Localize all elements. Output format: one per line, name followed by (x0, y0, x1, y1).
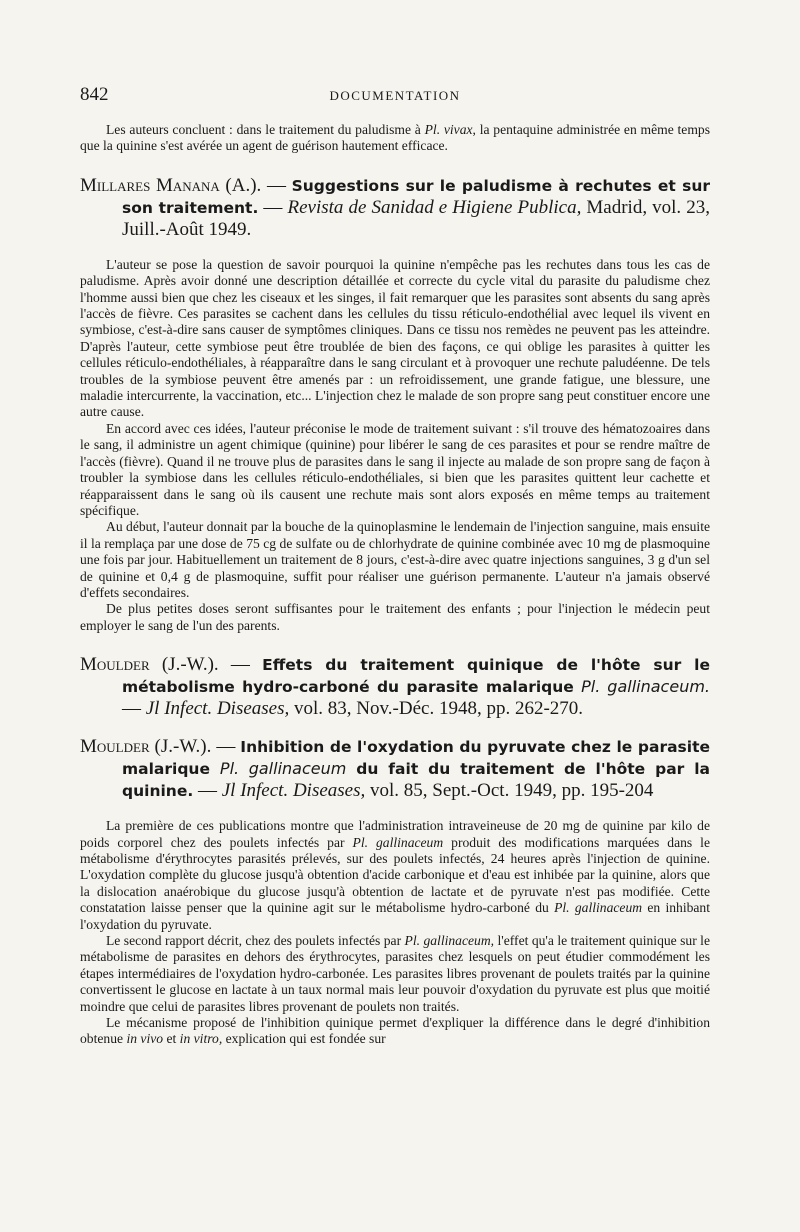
italic-text: Pl. gallinaceum (219, 759, 347, 779)
text-run: explication qui est fondée sur (222, 1031, 386, 1047)
italic-text: Pl. gallinaceum. (581, 677, 710, 697)
body-paragraph (80, 421, 710, 519)
text-run: produit des modifications marquées dans le métabolisme d'érythrocytes parasités prélevés, sur des poulets infectés, 24 heures après l'injection de quinine. L'oxydation complète du glucose jusqu'à obtention d'acide carbonique et d'eau est inhibée par la quinine, alors que la dislocation anaérobique du glucose jusqu'à obtention de lactate et de pyruvate n'est pas modifiée. Cette constatation laisse penser que la quinine agit sur le métabolisme hydro-carboné du (80, 834, 710, 916)
entry-citation: Millares Manana (A.). — Suggestions sur le paludisme à rechutes et sur son traitement. — Revista de Sanidad e Higiene Publica, Madrid, vol. 23, Juill.-Août 1949. (80, 174, 711, 240)
italic-text: in vivo (126, 1031, 164, 1047)
italic-text: Pl. gallinaceum (352, 834, 444, 850)
text-run: Inhibition de l'oxydation du pyruvate chez le parasite malarique (122, 738, 711, 779)
body-paragraph (80, 601, 710, 634)
entry-journal: Jl Infect. Diseases, (145, 698, 290, 720)
running-header (80, 84, 710, 112)
body-paragraph (80, 818, 710, 933)
text-run: Effets du traitement quinique de l'hôte sur le métabolisme hydro-carboné du parasite malarique (122, 656, 710, 697)
text-run: L'auteur se pose la question de savoir pourquoi la quinine n'empêche pas les rechutes dans tous les cas de paludisme. Après avoir donné une description détaillée et correcte du cycle vital du parasite du paludisme chez l'homme aussi bien que chez les ciseaux et les singes, il fait remarquer que les parasites sont absents du sang après l'accès de fièvre. Ces parasites se cachent dans les cellules du tissu réticulo-endothélial avec lequel ils vivent en symbiose, c'est-à-dire sans causer de symptômes cliniques. Dans ce tissu nos remèdes ne peuvent pas les atteindre. D'après l'auteur, cette symbiose peut être troublée de bien des façons, ce qui oblige les parasites à quitter les cellules réticulo-endothéliales, à réapparaître dans le sang circulant et à provoquer une rechute paludéenne. De tels troubles de la symbiose peuvent être amenés par : un refroidissement, une grande fatigue, une blessure, une maladie intercurrente, la vaccination, etc... L'injection chez le malade de son propre sang peut constituer encore une autre cause. (80, 256, 710, 420)
entry-journal: Jl Infect. Diseases, (221, 780, 366, 802)
text-run: Suggestions sur le paludisme à rechutes et sur son traitement. (122, 176, 711, 217)
italic-text: Pl. gallinaceum (554, 900, 643, 916)
entry-details: vol. 83, Nov.-Déc. 1948, pp. 262-270. (294, 698, 584, 720)
text-run: l'effet qu'a le traitement quinique sur le métabolisme de parasites en dehors des érythrocytes, parasites chez lesquels on peut étudier commodément les étapes intermédiaires de l'oxydation hydro-carbonée. Les parasites libres provenant de poulets traités par la quinine convertissent le glucose en lactate à un taux normal mais leur pouvoir d'oxydation du pyruvate est plus que moitié moindre que celui de parasites libres provenant de poulets non traités. (80, 933, 710, 1014)
body-paragraph (80, 257, 710, 421)
text-run: et (163, 1031, 180, 1047)
intro-paragraph (80, 122, 710, 155)
italic-text: Pl. gallinaceum, (404, 933, 495, 948)
body-paragraph (80, 1015, 710, 1048)
text-run: , la pentaquine administrée en même temps que la quinine s'est avérée un agent de guérison hautement efficace. (80, 122, 710, 154)
entry-details: vol. 85, Sept.-Oct. 1949, pp. 195-204 (370, 780, 654, 802)
text-run: Au début, l'auteur donnait par la bouche de la quinoplasmine le lendemain de l'injection sanguine, mais ensuite il la remplaça par une dose de 75 cg de sulfate ou de chlorhydrate de quinine combinée avec 10 mg de plasmoquine une fois par jour. Habituellement un traitement de 8 jours, c'est-à-dire avec quatre injections sanguines, 3 g d'un sel de quinine et 0,4 g de plasmoquine, suffit pour réaliser une guérison permanente. L'auteur n'a jamais observé d'effets secondaires. (80, 519, 710, 600)
italic-text: Pl. vivax (424, 122, 473, 137)
text-run: De plus petites doses seront suffisantes pour le traitement des enfants ; pour l'injection le médecin peut employer le sang de l'un des parents. (80, 601, 710, 633)
text-run: En accord avec ces idées, l'auteur préconise le mode de traitement suivant : s'il trouve des hématozoaires dans le sang, il administre un agent chimique (quinine) pour libérer le sang de ces parasites et pour se rendre maître de l'accès (fièvre). Quand il ne trouve plus de parasites dans le sang il injecte au malade de son propre sang de façon à troubler la symbiose dans les cellules réticulo-endothéliales, si bien que les parasites quittent leur cachette et réapparaissent dans le sang où ils causent une rechute mais sont alors exposés en même temps au traitement spécifique. (80, 420, 710, 518)
running-title: DOCUMENTATION (329, 88, 461, 103)
entry-author: Moulder (J.-W.). (80, 736, 212, 758)
body-paragraph (80, 519, 710, 601)
bibliography-entries (80, 175, 710, 1048)
entry-journal: Revista de Sanidad e Higiene Publica, (287, 196, 582, 218)
entry-details: Madrid, vol. 23, Juill.-Août 1949. (122, 196, 710, 240)
entry-citation: Moulder (J.-W.). — Effets du traitement quinique de l'hôte sur le métabolisme hydro-carboné du parasite malarique Pl. gallinaceum. — Jl Infect. Diseases, vol. 83, Nov.-Déc. 1948, pp. 262-270. (80, 654, 710, 720)
page-number: 842 (80, 84, 109, 105)
entry-citation: Moulder (J.-W.). — Inhibition de l'oxydation du pyruvate chez le parasite malarique Pl. gallinaceum du fait du traitement de l'hôte par la quinine. — Jl Infect. Diseases, vol. 85, Sept.-Oct. 1949, pp. 195-204 (80, 736, 711, 802)
italic-text: in vitro, (179, 1031, 223, 1047)
text-run: Le mécanisme proposé de l'inhibition quinique permet d'expliquer la différence dans le degré d'inhibition obtenue (80, 1015, 710, 1047)
text-run: Les auteurs concluent : dans le traitement du paludisme à (106, 122, 425, 137)
body-paragraph (80, 933, 710, 1015)
text-run: du fait du traitement de l'hôte par la quinine. (122, 760, 711, 801)
entry-author: Millares Manana (A.). (80, 174, 262, 196)
entry-author: Moulder (J.-W.). (80, 654, 219, 676)
text-run: Le second rapport décrit, chez des poulets infectés par (106, 933, 405, 948)
text-run: en inhibant l'oxydation du pyruvate. (80, 900, 711, 932)
text-run: La première de ces publications montre que l'administration intraveineuse de 20 mg de quinine par kilo de poids corporel chez des poulets infectés par (80, 818, 710, 850)
